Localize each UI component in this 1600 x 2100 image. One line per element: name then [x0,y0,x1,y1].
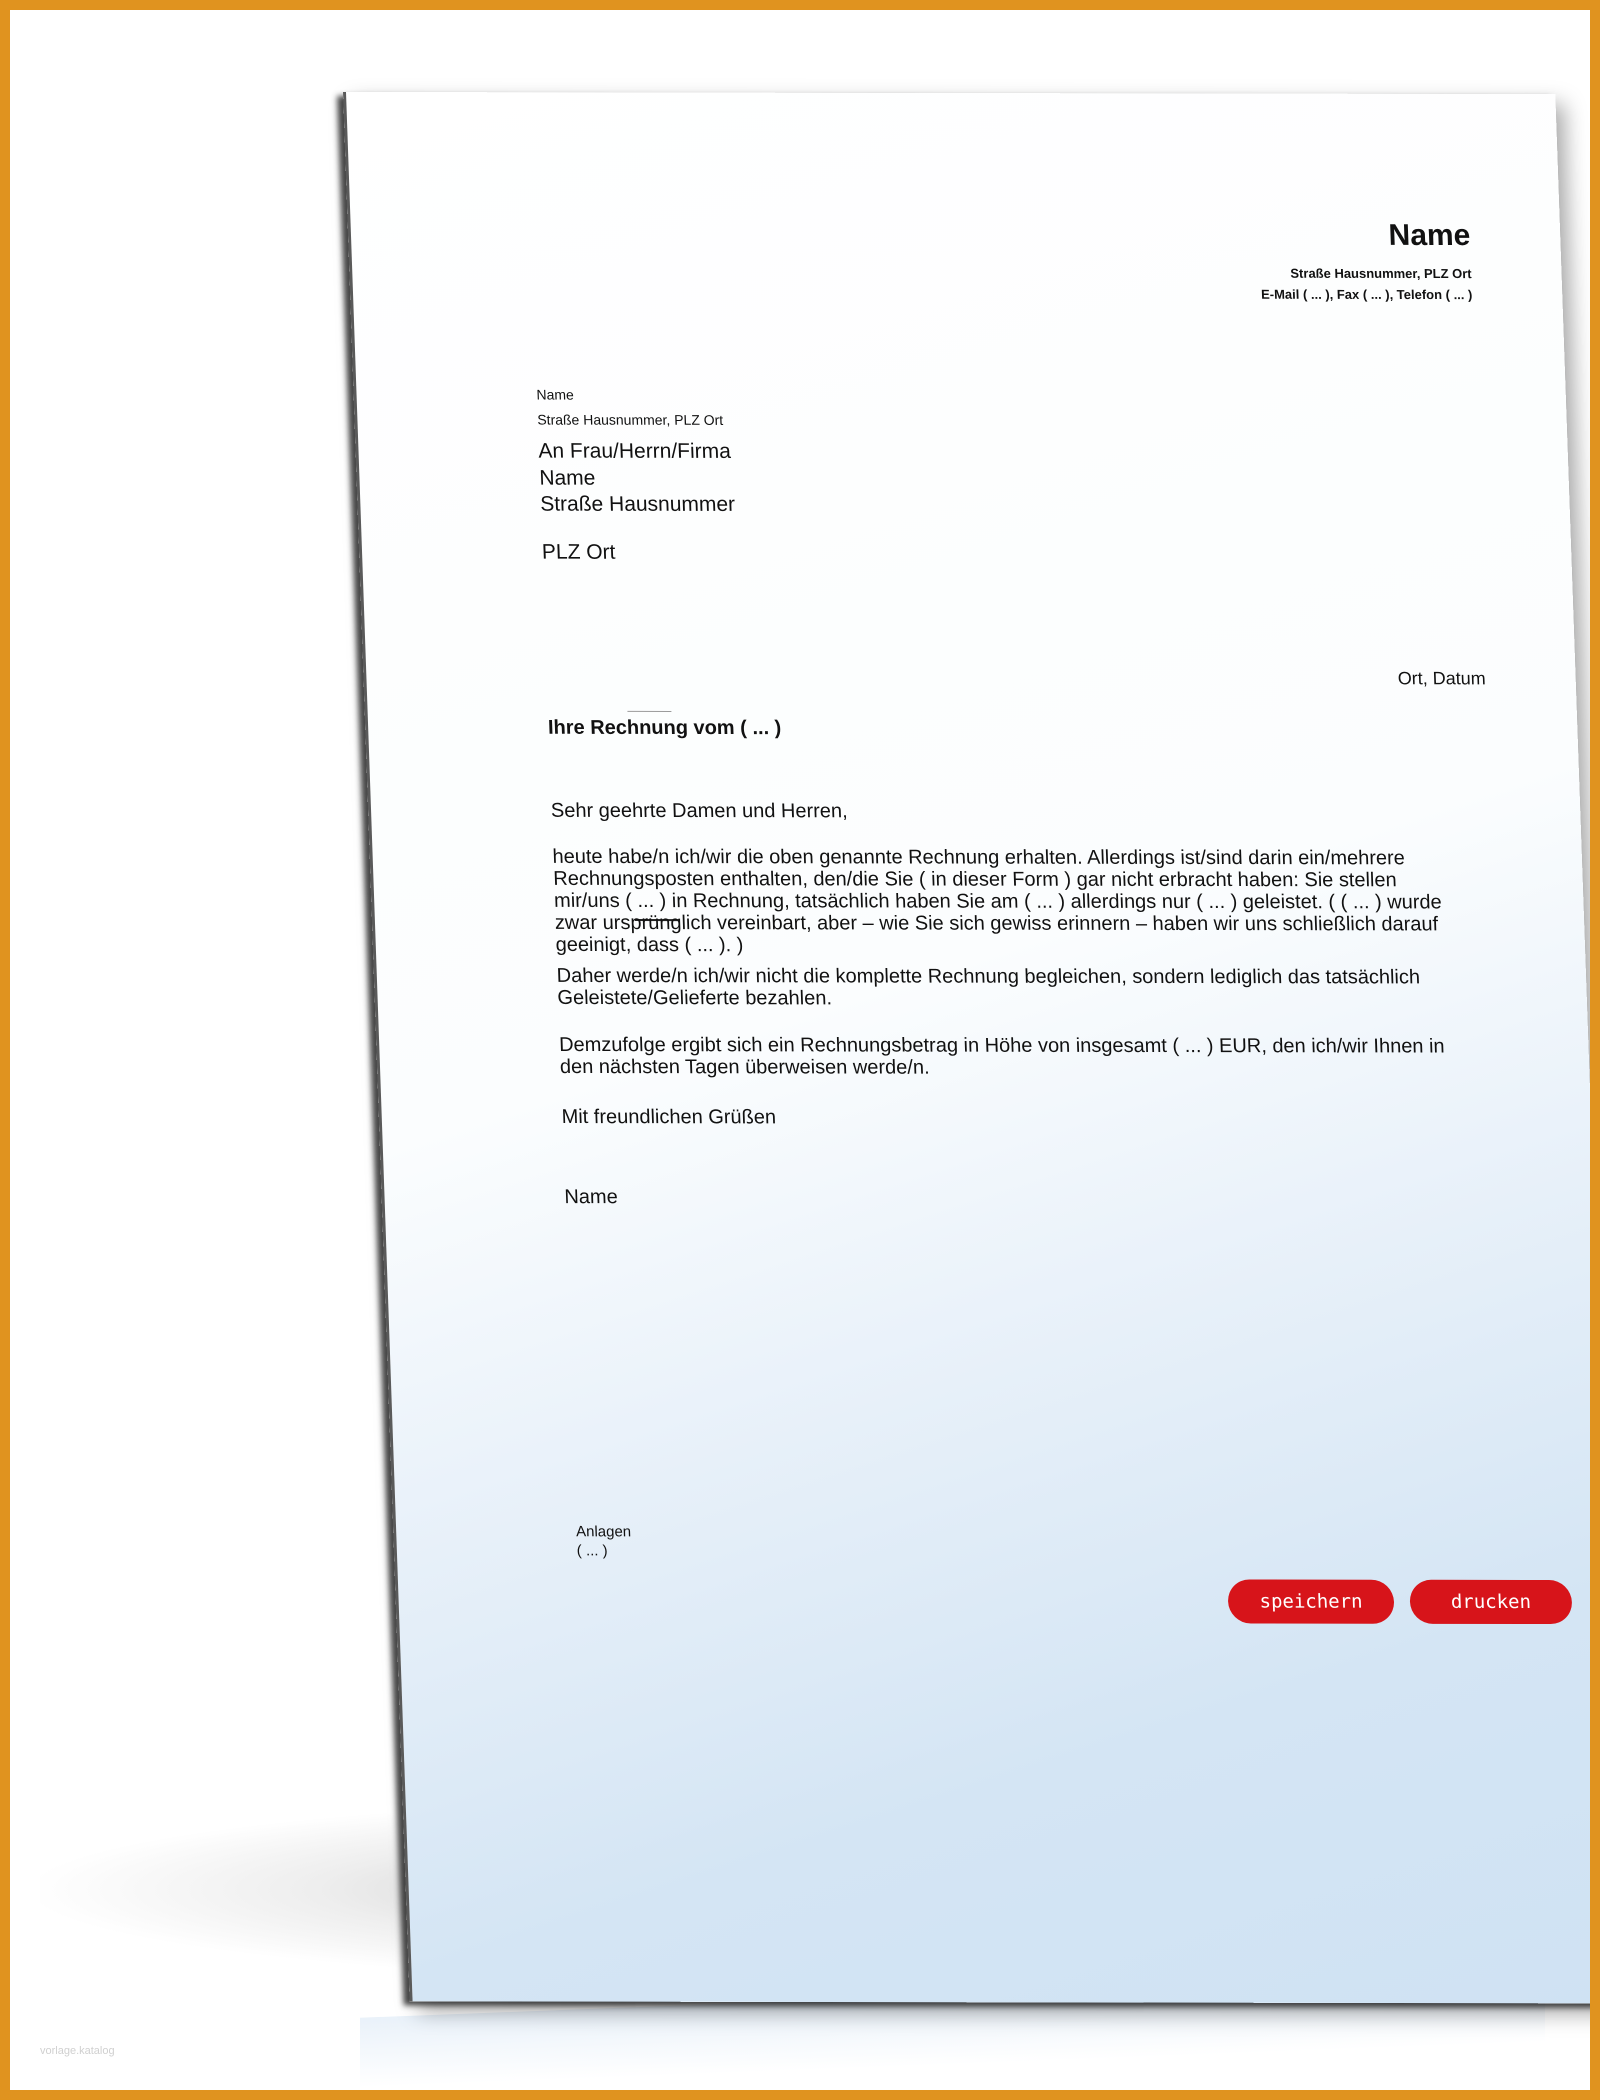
fold-mark-upper [627,711,671,712]
return-address-name: Name [536,386,575,403]
body-paragraph-3: Demzufolge ergibt sich ein Rechnungsbetrag in Höhe von insgesamt ( ... ) EUR, den ich/wir Ihnen in den nächsten Tagen überweisen werde/n. [558,1033,1445,1079]
attachments-value: ( ... ) [576,1542,608,1560]
letter-page [343,92,1600,2003]
recipient-line-3: Straße Hausnummer [539,492,736,516]
recipient-line-2: Name [538,466,596,490]
letterhead-address: Straße Hausnummer, PLZ Ort [1290,265,1472,282]
closing: Mit freundlichen Grüßen [561,1105,777,1129]
print-button[interactable]: drucken [1409,1580,1572,1624]
attachments-label: Anlagen [575,1523,632,1541]
return-address-line: Straße Hausnummer, PLZ Ort [537,411,724,428]
body-paragraph-1: heute habe/n ich/wir die oben genannte Rechnung erhalten. Allerdings ist/sind darin ein/mehrere Rechnungsposten enthalten, den/die Sie ( in dieser Form ) gar nicht erbracht haben: Sie stellen mir/uns ( ... ) in Rechnung, tatsächlich haben Sie am ( ... ) allerdings nur ( ... ) geleistet. ( ( ... ) wurde zwar ursprünglich vereinbart, aber – wie Sie sich gewiss erinnern – haben wir uns schließlich darauf geeinigt, dass ( ... ). ) [552,845,1443,957]
salutation: Sehr geehrte Damen und Herren, [550,799,848,823]
body-paragraph-2: Daher werde/n ich/wir nicht die komplette Rechnung begleichen, sondern lediglich das tatsächlich Geleistete/Gelieferte bezahlen. [556,964,1421,1010]
signature-name: Name [564,1186,619,1209]
recipient-line-4: PLZ Ort [541,540,616,564]
letterhead-contact: E-Mail ( ... ), Fax ( ... ), Telefon ( ... ) [1260,286,1473,303]
letter-content [526,92,1532,2003]
save-button[interactable]: speichern [1227,1579,1394,1623]
watermark: vorlage.katalog [40,2045,115,2057]
recipient-line-1: An Frau/Herrn/Firma [537,439,732,463]
place-date: Ort, Datum [1397,668,1487,689]
letterhead-name: Name [1388,218,1471,253]
subject-line: Ihre Rechnung vom ( ... ) [547,716,782,740]
